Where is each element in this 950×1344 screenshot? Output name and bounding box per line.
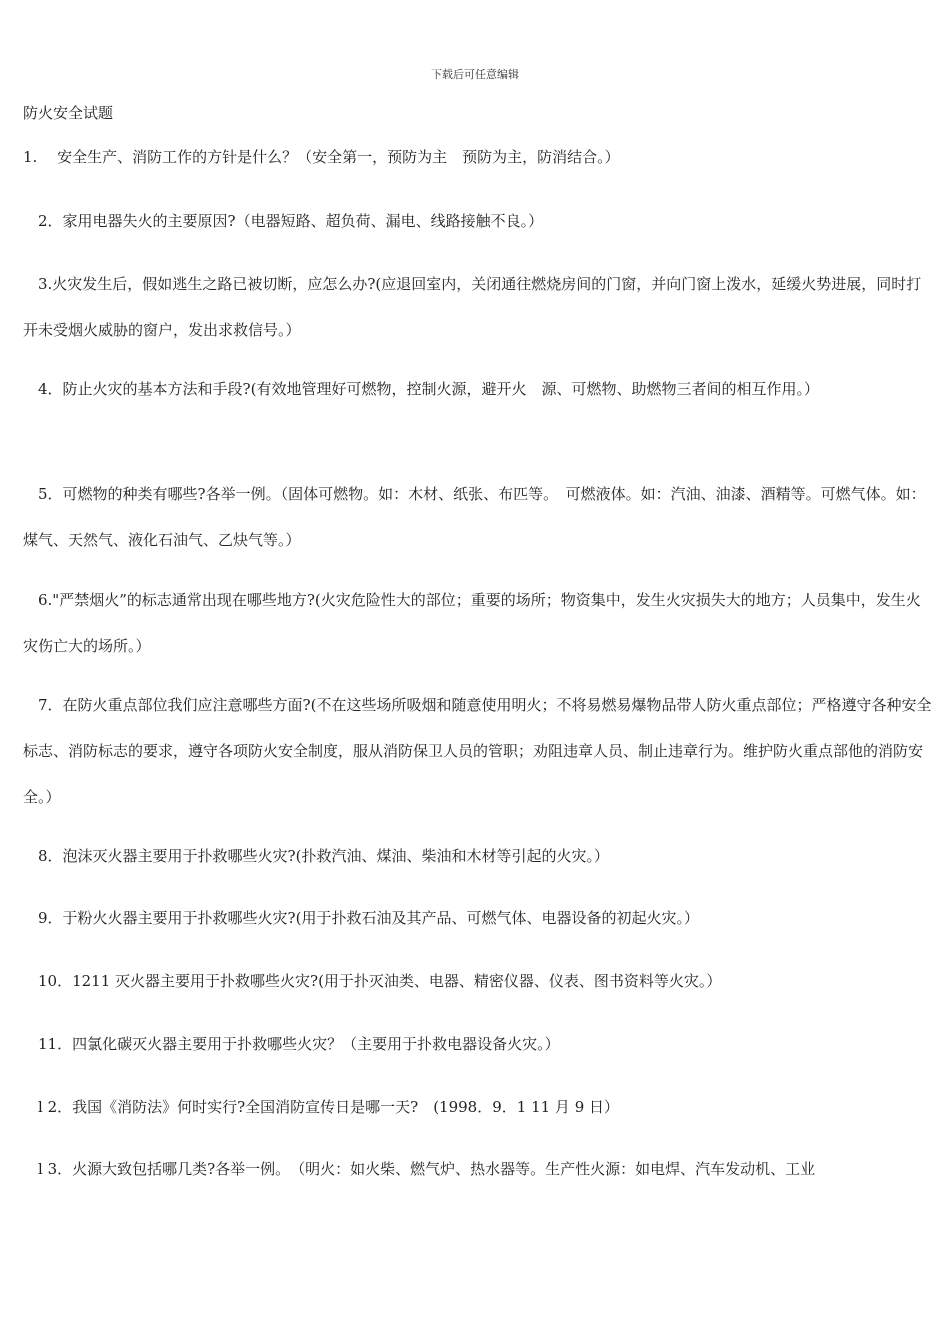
question-text: 5．可燃物的种类有哪些?各举一例。（固体可燃物。如：木材、纸张、布匹等。 可燃液体。如：汽油、油漆、酒精等。可燃气体。如：煤气、天然气、液化石油气、乙炔气等。） — [23, 485, 926, 549]
question-text: l 3．火源大致包括哪几类?各举一例。 （明火：如火柴、燃气炉、热水器等。生产性火源：如电焊、汽车发动机、工业 — [23, 1160, 816, 1178]
question-text: 8．泡沫灭火器主要用于扑救哪些火灾?(扑救汽油、煤油、柴油和木材等引起的火灾。） — [23, 847, 609, 865]
question-text: 4．防止火灾的基本方法和手段?(有效地管理好可燃物，控制火源，避开火 源、可燃物、助燃物三者间的相互作用。） — [23, 380, 819, 398]
question-9 — [23, 895, 933, 941]
document-title: 防火安全试题 — [23, 104, 114, 122]
question-text: 6."严禁烟火”的标志通常出现在哪些地方?(火灾危险性大的部位；重要的场所；物资集中，发生火灾损失大的地方；人员集中，发生火灾伤亡大的场所。） — [23, 591, 921, 655]
question-text: 2．家用电器失火的主要原因?（电器短路、超负荷、漏电、线路接触不良。） — [23, 212, 544, 230]
question-1 — [23, 134, 933, 180]
question-text: 7．在防火重点部位我们应注意哪些方面?(不在这些场所吸烟和随意使用明火；不将易燃易爆物品带人防火重点部位；严格遵守各种安全标志、消防标志的要求，遵守各项防火安全制度，服从消防保卫人员的管职；劝阻违章人员、制止违章行为。维护防火重点部他的消防安全。） — [23, 696, 932, 806]
question-text: 1. 安全生产、消防工作的方针是什么？（安全第一，预防为主 预防为主，防消结合。） — [23, 148, 620, 166]
question-6 — [23, 577, 933, 669]
question-11 — [23, 1021, 933, 1067]
question-text: l 2．我国《消防法》何时实行?全国消防宣传日是哪一天? (1998．9．1 11 月 9 日） — [23, 1098, 620, 1116]
page-header-note: 下载后可任意编辑 — [431, 68, 519, 81]
question-text: 10．1211 灭火器主要用于扑救哪些火灾?(用于扑灭油类、电器、精密仪器、仪表、图书资料等火灾。） — [23, 972, 722, 990]
question-10 — [23, 958, 933, 1004]
question-3 — [23, 261, 933, 353]
question-12 — [23, 1084, 933, 1130]
question-7 — [23, 682, 933, 820]
question-text: 3.火灾发生后，假如逃生之路已被切断，应怎么办?(应退回室内，关闭通往燃烧房间的门窗，并向门窗上泼水，延缓火势进展，同时打开未受烟火威胁的窗户，发出求救信号。） — [23, 275, 922, 339]
question-13 — [23, 1146, 933, 1192]
question-text: 11．四氯化碳灭火器主要用于扑救哪些火灾？（主要用于扑救电器设备火灾。） — [23, 1035, 560, 1053]
question-2 — [23, 198, 933, 244]
question-8 — [23, 833, 933, 879]
question-4 — [23, 366, 933, 412]
question-5 — [23, 471, 933, 563]
question-text: 9．于粉火火器主要用于扑救哪些火灾?(用于扑救石油及其产品、可燃气体、电器设备的初起火灾。） — [23, 909, 699, 927]
